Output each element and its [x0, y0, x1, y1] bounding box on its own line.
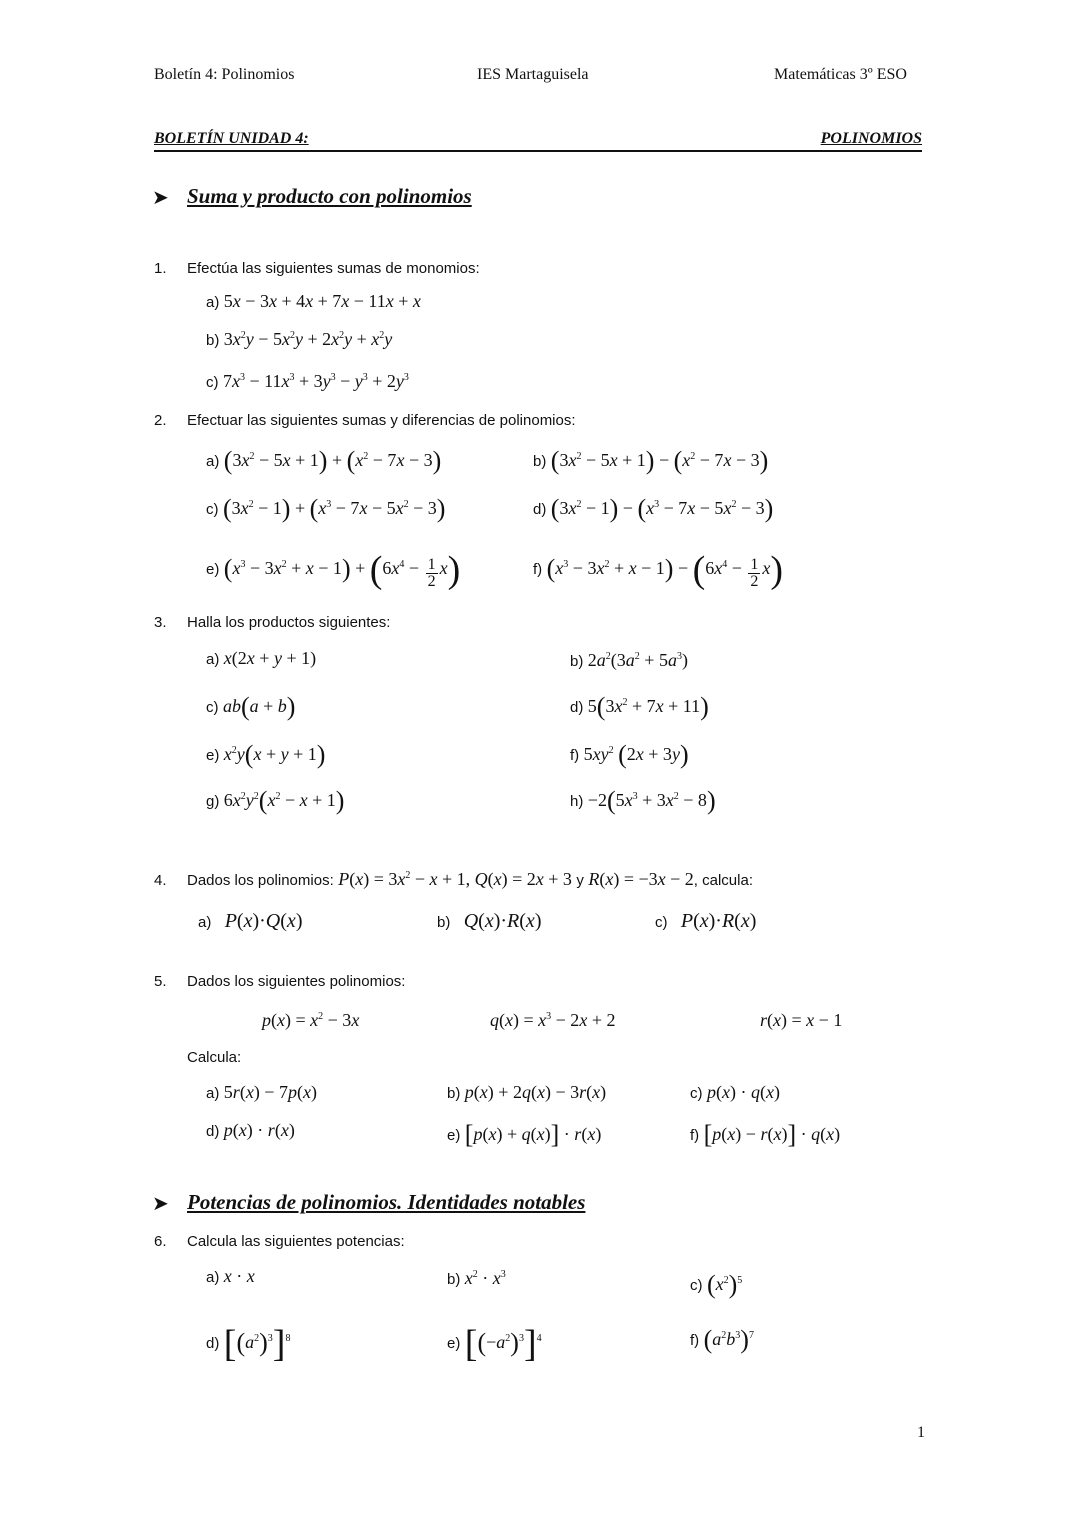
- q1-item-a: a) 5x − 3x + 4x + 7x − 11x + x: [206, 291, 421, 311]
- q6-item-c: c) $(x^2)^5$: [690, 1270, 743, 1299]
- q6-item-b: b) $x^2 \cdot x^3$: [447, 1268, 506, 1288]
- title-right: POLINOMIOS: [820, 130, 922, 147]
- q6-text: Calcula las siguientes potencias:: [187, 1233, 405, 1250]
- q4-item-a: a) P(x)·Q(x): [198, 910, 303, 932]
- q1-item-c: c) $7x^3 - 11x^3 + 3y^3 - y^3 + 2y^3$: [206, 371, 409, 391]
- q4-text: Dados los polinomios: $P(x) = 3x^2 - x + 1$, Q(x) = 2x + 3 y R(x) = −3x − 2, calcula:: [187, 869, 753, 889]
- q1-text: Efectúa las siguientes sumas de monomios:: [187, 260, 480, 277]
- q1-number: 1.: [154, 260, 167, 277]
- q2-item-c: c) $(3x^2 - 1) + (x^3 - 7x - 5x^2 - 3)$: [206, 494, 446, 523]
- q3-item-a: a) x(2x + y + 1): [206, 648, 317, 668]
- q4-item-b: b) Q(x)·R(x): [437, 910, 542, 932]
- title-bar: [154, 130, 922, 152]
- q6-item-d: d) $[(a^2)^3]^8$: [206, 1323, 291, 1365]
- q2-item-e: e) $(x^3 - 3x^2 + x - 1) + (6x^4$ − $\frac{1}{2}$ x): [206, 549, 461, 591]
- q2-item-b: b) $(3x^2 - 5x + 1) - (x^2 - 7x - 3)$: [533, 446, 769, 475]
- q2-text: Efectuar las siguientes sumas y diferencias de polinomios:: [187, 412, 576, 429]
- q4-number: 4.: [154, 872, 167, 889]
- q3-text: Halla los productos siguientes:: [187, 614, 391, 631]
- q5-item-e: e) [p(x) + q(x)] · r(x): [447, 1120, 602, 1149]
- q5-poly-p: $p(x) = x^2 - 3x$: [262, 1010, 360, 1030]
- section-1-title: Suma y producto con polinomios: [187, 184, 472, 208]
- section-1-heading: [152, 185, 169, 210]
- arrow-bullet-icon: ➤: [152, 1193, 169, 1215]
- q6-item-f: f) $(a^2b^3)^7$: [690, 1325, 754, 1354]
- q3-number: 3.: [154, 614, 167, 631]
- q3-item-g: g) $6x^2y^2(x^2 - x + 1)$: [206, 786, 345, 815]
- q5-item-a: a) 5r(x) − 7p(x): [206, 1082, 317, 1102]
- q3-item-d: d) $5(3x^2 + 7x + 11)$: [570, 692, 709, 721]
- page-number: 1: [917, 1424, 925, 1441]
- q2-item-d: d) $(3x^2 - 1) - (x^3 - 7x - 5x^2 - 3)$: [533, 494, 774, 523]
- q5-item-c: c) p(x) · q(x): [690, 1082, 780, 1102]
- q6-item-e: e) $[(-a^2)^3]^4$: [447, 1323, 542, 1365]
- q2-item-a: a) $(3x^2 - 5x + 1) + (x^2 - 7x - 3)$: [206, 446, 442, 475]
- q5-calcula: Calcula:: [187, 1049, 242, 1066]
- q5-item-f: f) [p(x) − r(x)] · q(x): [690, 1120, 841, 1149]
- q3-item-e: e) $x^2y(x + y + 1)$: [206, 740, 326, 769]
- q5-item-b: b) p(x) + 2q(x) − 3r(x): [447, 1082, 607, 1102]
- header-left: Boletín 4: Polinomios: [154, 66, 295, 83]
- q5-item-d: d) p(x) · r(x): [206, 1120, 295, 1140]
- section-2-heading: [152, 1191, 169, 1216]
- q5-poly-q: $q(x) = x^3 - 2x + 2$: [490, 1010, 616, 1030]
- q6-number: 6.: [154, 1233, 167, 1250]
- q6-item-a: a) x · x: [206, 1266, 255, 1286]
- q3-item-c: c) ab(a + b): [206, 692, 296, 721]
- q3-item-h: $h) -2(5x^3 + 3x^2 - 8)$: [570, 786, 716, 815]
- q5-number: 5.: [154, 973, 167, 990]
- q2-item-f: f) $(x^3 - 3x^2 + x - 1) - (6x^4$ − $\frac{1}{2}$ x): [533, 549, 784, 591]
- arrow-bullet-icon: ➤: [152, 187, 169, 209]
- q5-poly-r: r(x) = x − 1: [760, 1010, 843, 1030]
- q2-number: 2.: [154, 412, 167, 429]
- q3-item-b: b) $2a^2(3a^2 + 5a^3)$: [570, 650, 688, 670]
- title-left: BOLETÍN UNIDAD 4:: [154, 130, 309, 147]
- q4-item-c: c) P(x)·R(x): [655, 910, 757, 932]
- q1-item-b: b) $3x^2y - 5x^2y + 2x^2y + x^2y$: [206, 329, 393, 349]
- q5-text: Dados los siguientes polinomios:: [187, 973, 406, 990]
- q3-item-f: f) $5xy^2$ (2x + 3y): [570, 740, 689, 769]
- section-2-title: Potencias de polinomios. Identidades notables: [187, 1190, 586, 1214]
- header-center: IES Martaguisela: [477, 66, 589, 83]
- header-right: Matemáticas 3º ESO: [774, 66, 907, 83]
